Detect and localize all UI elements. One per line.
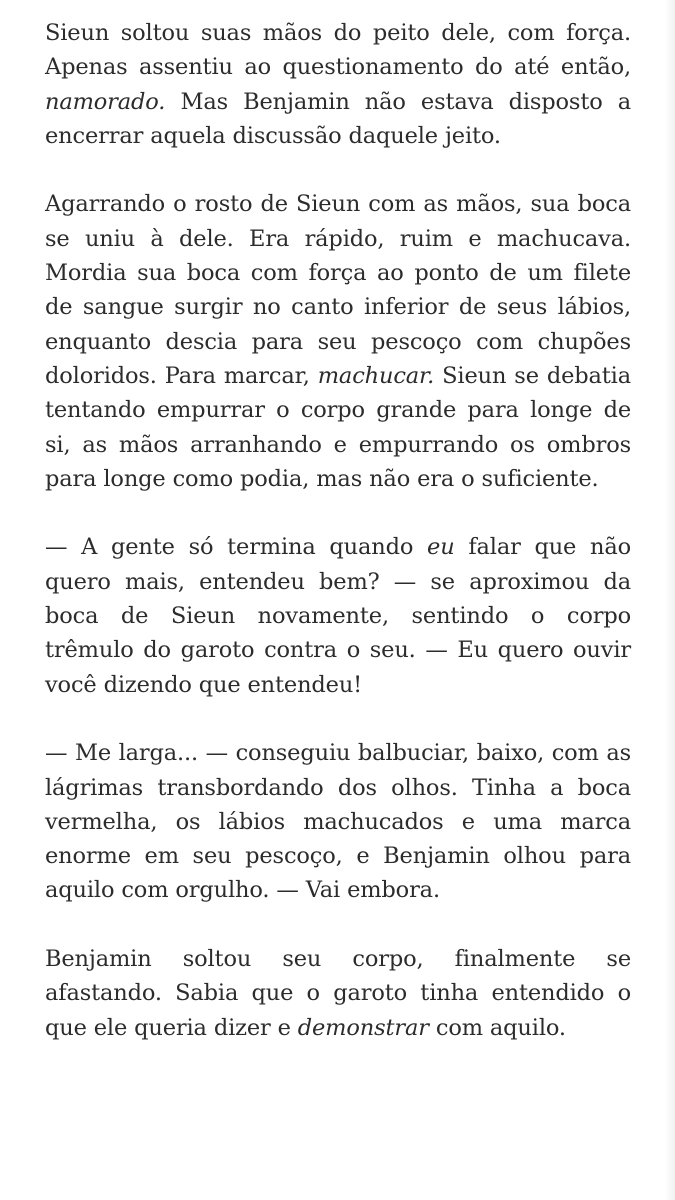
italic-segment: machucar. — [317, 362, 435, 389]
text-segment: Agarrando o rosto de Sieun com as mãos, sua boca se uniu à dele. Era rápido, ruim e machucava. Mordia sua boca com força ao ponto de um filete de sangue surgir no canto inferior de seus lábios, enquanto descia para seu pescoço com chupões doloridos. Para marcar, — [45, 191, 631, 389]
italic-segment: demonstrar — [297, 1014, 429, 1041]
text-segment: com aquilo. — [428, 1014, 566, 1041]
text-segment: — A gente só termina quando — [45, 534, 428, 561]
text-segment: Sieun soltou suas mãos do peito dele, com força. Apenas assentiu ao questionamento do até então, — [45, 20, 631, 81]
paragraph-3 — [45, 530, 631, 701]
paragraph-5 — [45, 942, 631, 1045]
text-segment: Mas Benjamin não estava disposto a encerrar aquela discussão daquele jeito. — [45, 88, 631, 149]
paragraph-1 — [45, 16, 631, 153]
italic-segment: namorado. — [45, 88, 166, 115]
text-segment: — Me larga... — conseguiu balbuciar, baixo, com as lágrimas transbordando dos olhos. Tinha a boca vermelha, os lábios machucados e uma marca enorme em seu pescoço, e Benjamin olhou para aquilo com orgulho. — Vai embora. — [45, 740, 631, 904]
text-segment: Benjamin soltou seu corpo, finalmente se afastando. Sabia que o garoto tinha entendido o que ele queria dizer e — [45, 946, 631, 1041]
scroll-edge — [665, 0, 675, 1200]
italic-segment: eu — [427, 534, 455, 561]
paragraph-2 — [45, 187, 631, 496]
text-segment: falar que não quero mais, entendeu bem? — se aproximou da boca de Sieun novamente, sentindo o corpo trêmulo do garoto contra o seu. — Eu quero ouvir você dizendo que entendeu! — [45, 534, 631, 698]
text-segment: Sieun se debatia tentando empurrar o corpo grande para longe de si, as mãos arranhando e empurrando os ombros para longe como podia, mas não era o suficiente. — [45, 362, 631, 492]
story-text — [45, 16, 631, 1045]
paragraph-4 — [45, 736, 631, 907]
